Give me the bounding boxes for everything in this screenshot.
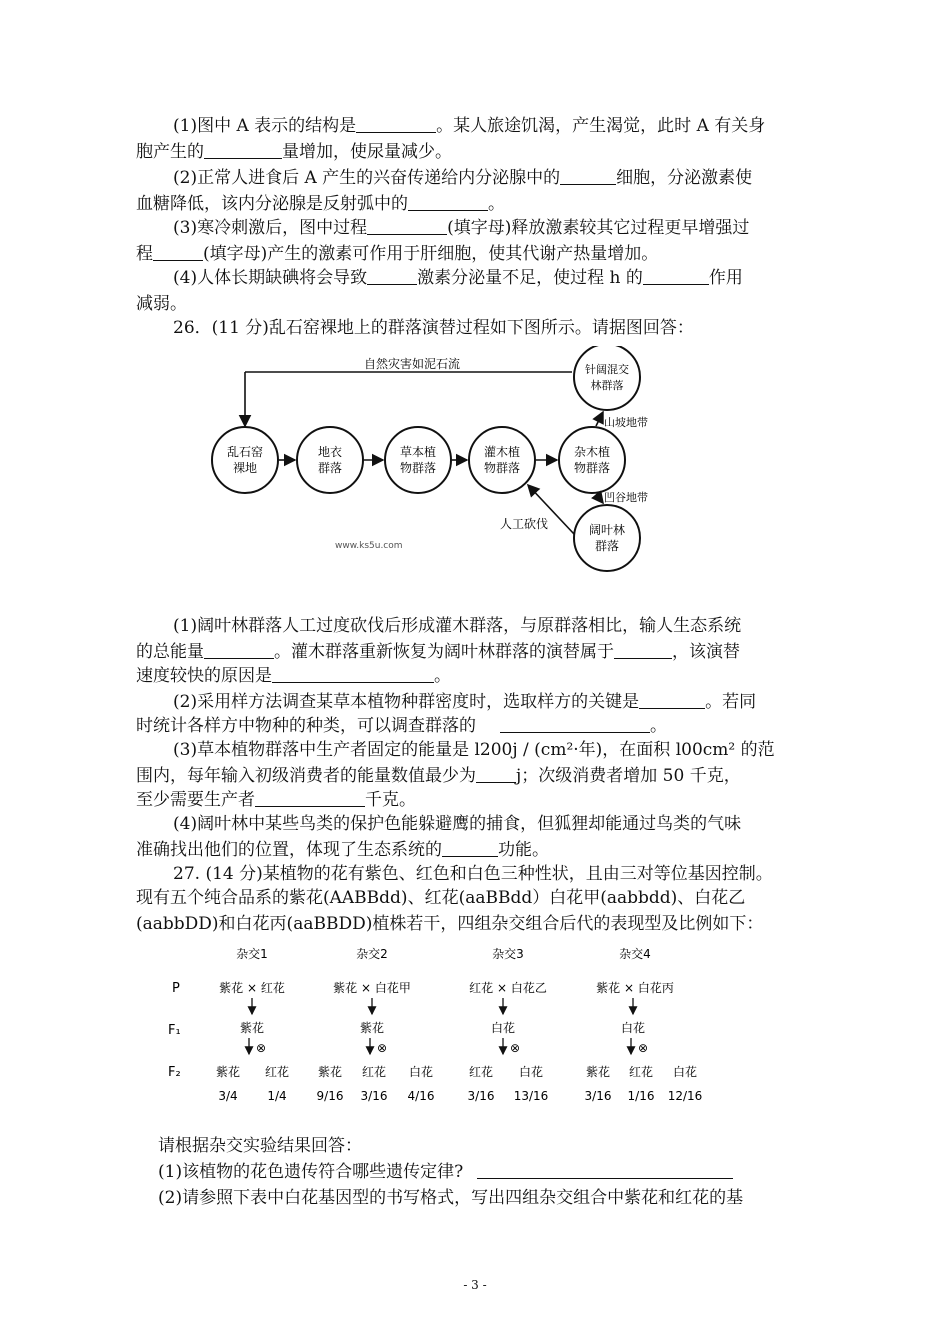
answer-blank[interactable]	[367, 266, 417, 285]
f1-phenotype: 白花	[490, 1021, 516, 1035]
svg-text:群落: 群落	[594, 539, 620, 553]
selfing-icon: ⊗	[509, 1041, 521, 1055]
node-broadleaf	[574, 505, 640, 571]
watermark: www.ks5u.com	[335, 541, 403, 551]
q26-part2-line1: (2)采用样方法调查某草本植物种群密度时，选取样方的关键是 。若同	[173, 692, 757, 712]
node-mixed-tree	[559, 427, 625, 493]
q27-line3: (aabbDD)和白花丙(aaBBDD)植株若干，四组杂交组合后代的表现型及比例如下：	[136, 914, 764, 934]
answer-blank[interactable]	[272, 664, 434, 683]
svg-text:群落: 群落	[317, 461, 343, 475]
cross-title: 杂交1	[236, 947, 268, 961]
answer-blank[interactable]	[442, 838, 498, 857]
f2-phenotype: 红花	[361, 1065, 387, 1079]
q26-part3-line3: 至少需要生产者 千克。	[136, 790, 416, 810]
f2-ratio: 1/16	[627, 1089, 655, 1103]
svg-text:物群落: 物群落	[399, 461, 437, 475]
parents: 紫花 × 白花丙	[596, 981, 674, 995]
f2-ratio: 3/4	[218, 1089, 238, 1103]
f2-ratio: 13/16	[513, 1089, 549, 1103]
disaster-label: 自然灾害如泥石流	[363, 357, 461, 371]
f1-phenotype: 紫花	[239, 1021, 265, 1035]
page-number: - 3 -	[463, 1278, 487, 1292]
q26-part4-line1: (4)阔叶林中某些鸟类的保护色能躲避鹰的捕食，但狐狸却能通过鸟类的气味	[173, 814, 742, 834]
q26-part1-line1: (1)阔叶林群落人工过度砍伐后形成灌木群落，与原群落相比，输人生态系统	[173, 616, 742, 636]
q25-part4-line2: 减弱。	[136, 294, 187, 314]
cross-title: 杂交4	[619, 947, 651, 961]
svg-text:针阔混交: 针阔混交	[585, 363, 629, 376]
cross-4	[585, 946, 703, 1103]
svg-text:地衣: 地衣	[317, 445, 343, 459]
f2-phenotype: 红花	[468, 1065, 494, 1079]
f2-phenotype: 红花	[264, 1065, 290, 1079]
q25-part3-line1: (3)寒冷刺激后，图中过程 (填字母)释放激素较其它过程更早增强过	[173, 218, 750, 238]
f2-phenotype: 红花	[628, 1065, 654, 1079]
q27-question1: (1)该植物的花色遗传符合哪些遗传定律?	[158, 1160, 838, 1184]
q25-part1-line2: 胞产生的 量增加，使尿量减少。	[136, 142, 452, 162]
f2-phenotype: 白花	[518, 1065, 544, 1079]
svg-text:草本植: 草本植	[399, 445, 437, 459]
cross-2	[317, 946, 435, 1103]
mountain-label: 山坡地带	[604, 416, 648, 429]
valley-label: 凹谷地带	[604, 491, 648, 504]
cross-title: 杂交3	[492, 947, 524, 961]
answer-blank[interactable]	[204, 140, 282, 159]
selfing-icon: ⊗	[255, 1041, 267, 1055]
node-mixed-forest	[574, 346, 640, 410]
q27-line1: 27. (14 分)某植物的花有紫色、红色和白色三种性状，且由三对等位基因控制。	[173, 864, 773, 884]
f2-ratio: 4/16	[407, 1089, 435, 1103]
q26-part2-line2: 时统计各样方中物种的种类，可以调查群落的 。	[136, 716, 667, 736]
answer-blank[interactable]	[614, 640, 672, 659]
q25-part4-line1: (4)人体长期缺碘将会导致 激素分泌量不足，使过程 h 的 作用	[173, 268, 743, 288]
svg-text:乱石窑: 乱石窑	[226, 445, 264, 459]
f2-phenotype: 紫花	[317, 1065, 343, 1079]
f2-phenotype: 紫花	[215, 1065, 241, 1079]
cross-title: 杂交2	[356, 947, 388, 961]
svg-text:裸地: 裸地	[232, 461, 258, 475]
f1-phenotype: 白花	[620, 1021, 646, 1035]
cross-3	[468, 946, 549, 1103]
answer-blank[interactable]	[255, 788, 365, 807]
svg-text:杂木植: 杂木植	[573, 445, 611, 459]
q25-part1-line1: (1)图中 A 表示的结构是 。某人旅途饥渴，产生渴觉，此时 A 有关身	[173, 116, 766, 136]
answer-blank[interactable]	[476, 764, 516, 783]
arrow-down	[596, 494, 603, 503]
f2-ratio: 3/16	[360, 1089, 388, 1103]
q26-part4-line2: 准确找出他们的位置，体现了生态系统的 功能。	[136, 840, 549, 860]
parents: 紫花 × 红花	[219, 981, 285, 995]
cross-1	[216, 946, 289, 1103]
q25-part2-line1: (2)正常人进食后 A 产生的兴奋传递给内分泌腺中的 细胞，分泌激素使	[173, 168, 753, 188]
node-shrub	[469, 427, 535, 493]
node-herb	[385, 427, 451, 493]
f2-phenotype: 紫花	[585, 1065, 611, 1079]
q26-part1-line3: 速度较快的原因是 。	[136, 666, 451, 686]
f2-ratio: 12/16	[667, 1089, 703, 1103]
succession-diagram	[200, 346, 670, 576]
node-lichen	[297, 427, 363, 493]
f1-phenotype: 紫花	[359, 1021, 385, 1035]
arrow-up	[596, 412, 603, 426]
selfing-icon: ⊗	[376, 1041, 388, 1055]
answer-blank[interactable]	[639, 690, 705, 709]
f2-ratio: 1/4	[267, 1089, 287, 1103]
row-label-P: P	[172, 981, 180, 996]
svg-text:阔叶林: 阔叶林	[588, 523, 626, 537]
answer-blank[interactable]	[204, 640, 274, 659]
q27-ask: 请根据杂交实验结果回答：	[158, 1136, 362, 1156]
f2-phenotype: 白花	[672, 1065, 698, 1079]
answer-blank[interactable]	[367, 216, 447, 235]
row-label-F2: F₂	[168, 1065, 181, 1080]
answer-blank[interactable]	[408, 192, 488, 211]
f2-ratio: 3/16	[467, 1089, 495, 1103]
svg-text:物群落: 物群落	[573, 461, 611, 475]
parents: 紫花 × 白花甲	[333, 981, 411, 995]
answer-blank[interactable]	[477, 1160, 733, 1179]
q26-part3-line2: 围内，每年输入初级消费者的能量数值最少为 j；次级消费者增加 50 千克，	[136, 766, 741, 786]
f2-ratio: 3/16	[584, 1089, 612, 1103]
cross-diagram	[150, 940, 730, 1110]
svg-text:林群落: 林群落	[590, 379, 624, 392]
q25-part3-line2: 程 (填字母)产生的激素可作用于肝细胞，使其代谢产热量增加。	[136, 244, 659, 264]
svg-text:物群落: 物群落	[483, 461, 521, 475]
answer-blank[interactable]	[153, 242, 203, 261]
selfing-icon: ⊗	[637, 1041, 649, 1055]
answer-blank[interactable]	[356, 114, 436, 133]
answer-blank[interactable]	[560, 166, 616, 185]
q26-title: 26．(11 分)乱石窑裸地上的群落演替过程如下图所示。请据图回答：	[173, 318, 694, 338]
row-label-F1: F₁	[168, 1023, 181, 1038]
answer-blank[interactable]	[500, 714, 650, 733]
f2-phenotype: 白花	[408, 1065, 434, 1079]
q26-part3-line1: (3)草本植物群落中生产者固定的能量是 l200j / (cm²·年)，在面积 l00cm² 的范	[173, 740, 775, 760]
parents: 红花 × 白花乙	[469, 981, 547, 995]
q25-part2-line2: 血糖降低，该内分泌腺是反射弧中的 。	[136, 194, 505, 214]
answer-blank[interactable]	[643, 266, 709, 285]
q27-question2: (2)请参照下表中白花基因型的书写格式，写出四组杂交组合中紫花和红花的基	[158, 1188, 744, 1208]
q26-part1-line2: 的总能量 。灌木群落重新恢复为阔叶林群落的演替属于 ，该演替	[136, 642, 740, 662]
svg-text:灌木植: 灌木植	[483, 445, 521, 459]
q27-line2: 现有五个纯合品系的紫花(AABBdd)、红花(aaBBdd）白花甲(aabbdd)、白花乙	[136, 888, 746, 908]
f2-ratio: 9/16	[316, 1089, 344, 1103]
cutting-label: 人工砍伐	[500, 517, 549, 531]
node-bare-land	[212, 427, 278, 493]
